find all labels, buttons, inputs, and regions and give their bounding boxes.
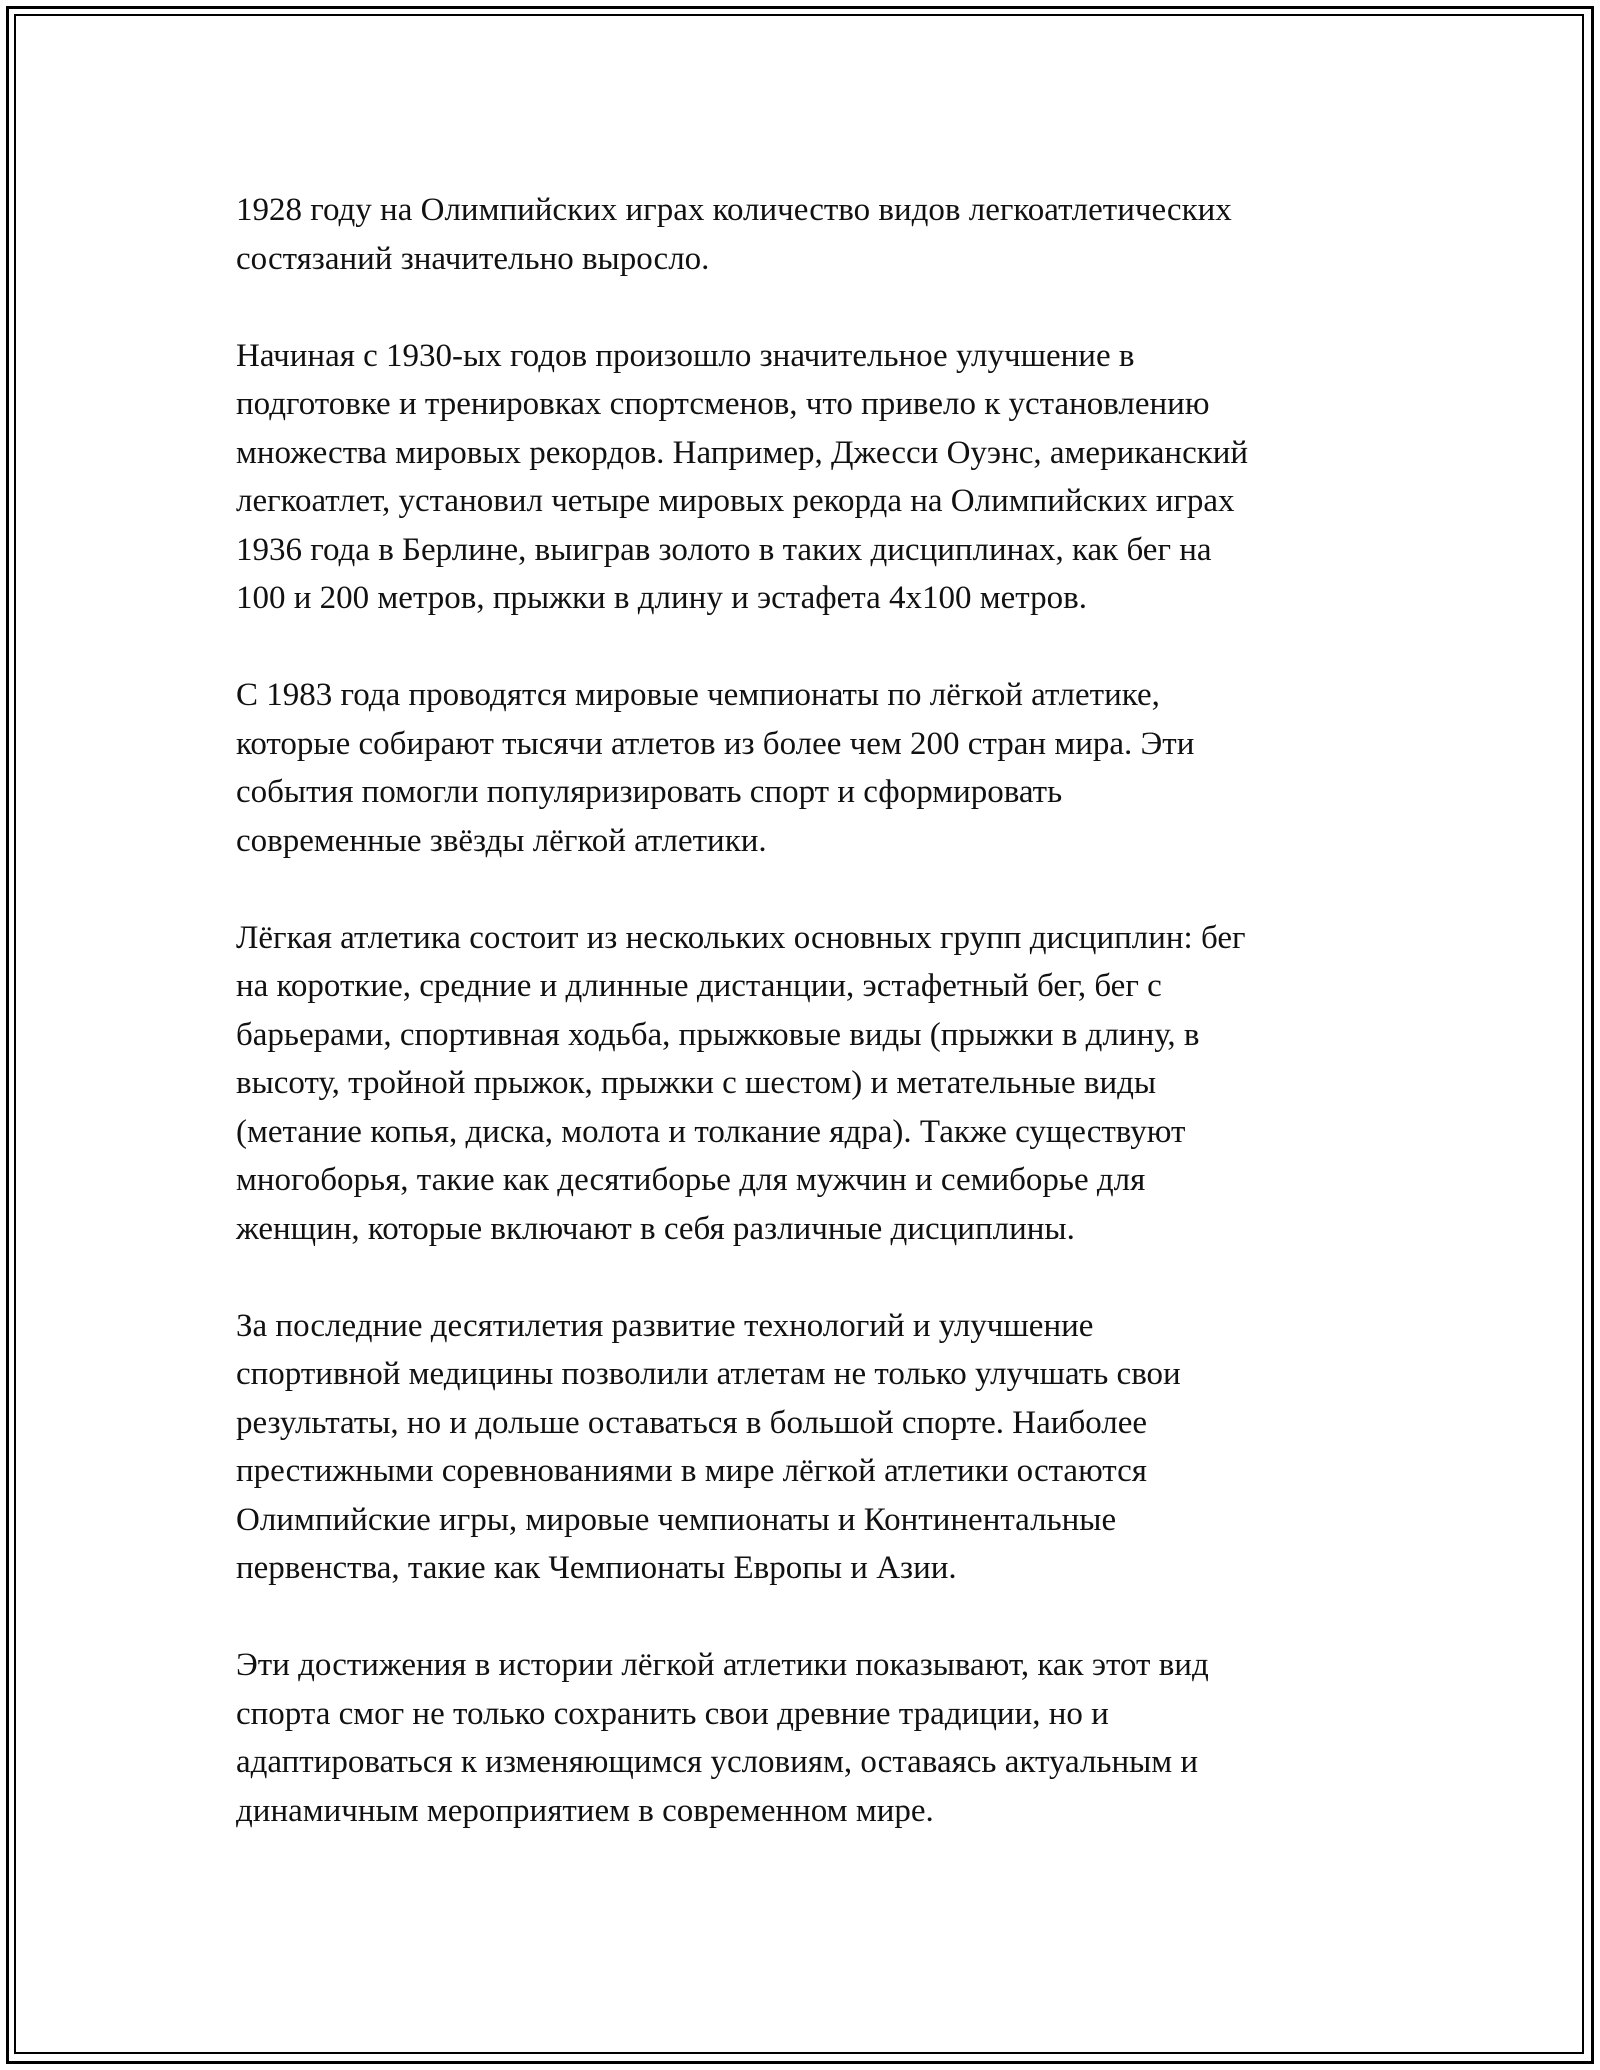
- text-line: 1928 году на Олимпийских играх количество видов легкоатлетических: [236, 192, 1232, 228]
- text-line: многоборья, такие как десятиборье для мужчин и семиборье для: [236, 1162, 1146, 1198]
- text-line: Олимпийские игры, мировые чемпионаты и Континентальные: [236, 1501, 1117, 1538]
- text-line: спортивной медицины позволили атлетам не только улучшать свои: [236, 1356, 1181, 1392]
- text-line: современные звёзды лёгкой атлетики.: [236, 822, 767, 859]
- paragraph-5: [236, 1302, 1386, 1593]
- text-line: динамичным мероприятием в современном мире.: [236, 1792, 934, 1829]
- paragraph-3: [236, 671, 1386, 865]
- text-line: Эти достижения в истории лёгкой атлетики показывают, как этот вид: [236, 1647, 1209, 1683]
- text-line: 100 и 200 метров, прыжки в длину и эстафета 4x100 метров.: [236, 580, 1087, 616]
- text-line: (метание копья, диска, молота и толкание ядра). Также существуют: [236, 1113, 1186, 1150]
- text-line: на короткие, средние и длинные дистанции, эстафетный бег, бег с: [236, 968, 1162, 1004]
- text-line: барьерами, спортивная ходьба, прыжковые виды (прыжки в длину, в: [236, 1016, 1200, 1053]
- paragraph-4: [236, 914, 1386, 1254]
- text-line: результаты, но и дольше оставаться в большой спорте. Наиболее: [236, 1404, 1148, 1441]
- text-line: первенства, такие как Чемпионаты Европы и Азии.: [236, 1550, 957, 1586]
- text-line: состязаний значительно выросло.: [236, 240, 710, 277]
- paragraph-1: [236, 186, 1386, 283]
- text-line: Начиная с 1930-ых годов произошло значительное улучшение в: [236, 337, 1135, 374]
- text-line: легкоатлет, установил четыре мировых рекорда на Олимпийских играх: [236, 483, 1235, 519]
- text-line: престижными соревнованиями в мире лёгкой атлетики остаются: [236, 1453, 1147, 1489]
- text-line: адаптироваться к изменяющимся условиям, оставаясь актуальным и: [236, 1744, 1199, 1780]
- text-line: женщин, которые включают в себя различные дисциплины.: [236, 1210, 1075, 1247]
- text-line: множества мировых рекордов. Например, Джесси Оуэнс, американский: [236, 434, 1249, 471]
- paragraph-6: [236, 1641, 1386, 1835]
- text-line: подготовке и тренировках спортсменов, что привело к установлению: [236, 386, 1210, 422]
- text-line: высоту, тройной прыжок, прыжки с шестом) и метательные виды: [236, 1065, 1157, 1101]
- paragraph-2: [236, 332, 1386, 623]
- text-line: За последние десятилетия развитие технологий и улучшение: [236, 1307, 1094, 1344]
- document-body: [236, 186, 1386, 1884]
- text-line: которые собирают тысячи атлетов из более чем 200 стран мира. Эти: [236, 725, 1195, 762]
- text-line: 1936 года в Берлине, выиграв золото в таких дисциплинах, как бег на: [236, 531, 1212, 568]
- text-line: события помогли популяризировать спорт и сформировать: [236, 774, 1063, 810]
- text-line: Лёгкая атлетика состоит из нескольких основных групп дисциплин: бег: [236, 919, 1246, 956]
- text-line: С 1983 года проводятся мировые чемпионаты по лёгкой атлетике,: [236, 677, 1160, 713]
- text-line: спорта смог не только сохранить свои древние традиции, но и: [236, 1695, 1109, 1732]
